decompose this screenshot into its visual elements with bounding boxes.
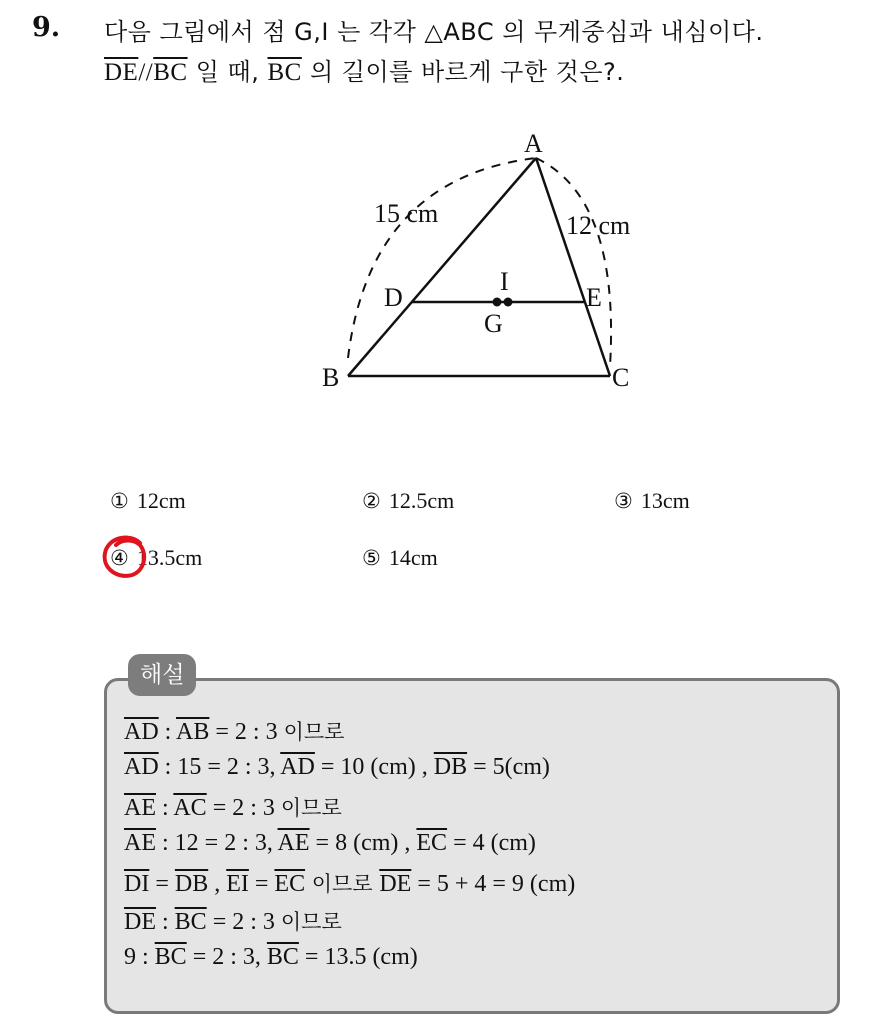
seg-bc: $\overline{BC}$ [174, 909, 207, 935]
text-3: = [248, 871, 275, 897]
seg-ae-2: $\overline{AE}$ [277, 830, 310, 856]
question-end-text: 의 길이를 바르게 구한 것은?. [301, 58, 625, 86]
seg-ec: $\overline{EC}$ [416, 830, 448, 856]
choice-2-number: ② [362, 489, 381, 513]
text-1: : 15 = 2 : 3, [158, 754, 281, 780]
solution-tag: 해설 [128, 654, 196, 696]
solution-line-3 [124, 792, 342, 822]
text-3: = 5(cm) [467, 754, 550, 780]
solution-line-4 [124, 830, 536, 857]
solution-line-2 [124, 754, 550, 781]
korean-text: 이므로 [280, 796, 342, 820]
choice-5-text: 14cm [388, 545, 438, 570]
label-e: E [586, 283, 602, 312]
arc-ab [348, 158, 536, 358]
text-3: = 13.5 (cm) [298, 944, 418, 970]
seg-ec: $\overline{EC}$ [274, 871, 306, 897]
text-1: 9 : [124, 944, 155, 970]
segment-bc: $\overline{BC}$ [153, 59, 188, 86]
seg-bc-2: $\overline{BC}$ [266, 944, 299, 970]
point-g [493, 298, 502, 307]
point-i [504, 298, 513, 307]
text-2: = 2 : 3, [186, 944, 267, 970]
label-i: I [500, 267, 509, 296]
seg-bc: $\overline{BC}$ [154, 944, 187, 970]
seg-ab: $\overline{AB}$ [176, 719, 210, 745]
text-2: = 10 (cm) , [314, 754, 434, 780]
solution-line-6 [124, 906, 342, 936]
seg-di: $\overline{DI}$ [124, 871, 150, 897]
segment-de: $\overline{DE}$ [104, 59, 139, 86]
colon: : [158, 719, 177, 745]
seg-db: $\overline{DB}$ [433, 754, 468, 780]
choice-3-number: ③ [614, 489, 633, 513]
korean-text: 이므로 [283, 720, 345, 744]
label-g: G [484, 309, 503, 338]
solution-line-1 [124, 716, 344, 746]
choice-4-number: ④ [110, 546, 129, 570]
length-ab: 15 cm [374, 199, 439, 228]
seg-de: $\overline{DE}$ [124, 909, 156, 935]
parallel-sign: // [138, 59, 154, 86]
label-a: A [524, 129, 543, 158]
red-circle-stroke [105, 538, 145, 576]
answer-circle-mark [100, 533, 152, 583]
choice-1[interactable] [110, 488, 186, 514]
ratio: = 2 : 3 [206, 909, 281, 935]
choice-1-text: 12cm [136, 488, 186, 513]
ratio: = 2 : 3 [209, 719, 284, 745]
seg-ad-2: $\overline{AD}$ [280, 754, 315, 780]
length-ac: 12 cm [566, 211, 631, 240]
segment-bc-2: $\overline{BC}$ [267, 59, 302, 86]
choice-1-number: ① [110, 489, 129, 513]
seg-ad: $\overline{AD}$ [124, 754, 159, 780]
korean-text: 이므로 [305, 872, 380, 896]
question-line-1: 다음 그림에서 점 G,I 는 각각 △ABC 의 무게중심과 내심이다. [104, 18, 764, 46]
choice-2[interactable] [362, 488, 454, 514]
colon: : [156, 795, 174, 821]
text-1: = [149, 871, 175, 897]
question-line-2 [104, 52, 624, 87]
choice-5[interactable] [362, 545, 438, 571]
choice-3-text: 13cm [640, 488, 690, 513]
seg-db: $\overline{DB}$ [174, 871, 209, 897]
choice-4-text: 13.5cm [136, 545, 203, 570]
seg-ae: $\overline{AE}$ [124, 795, 156, 821]
text-3: = 4 (cm) [447, 830, 536, 856]
label-c: C [612, 363, 630, 392]
colon: : [156, 909, 175, 935]
side-ac [536, 158, 610, 376]
choice-3[interactable] [614, 488, 690, 514]
question-number: 9. [32, 12, 61, 43]
choice-2-text: 12.5cm [388, 488, 455, 513]
label-d: D [384, 283, 403, 312]
seg-de: $\overline{DE}$ [379, 871, 412, 897]
choice-5-number: ⑤ [362, 546, 381, 570]
text-1: : 12 = 2 : 3, [156, 830, 278, 856]
korean-text: 이므로 [280, 910, 342, 934]
solution-line-7 [124, 944, 418, 971]
ratio: = 2 : 3 [206, 795, 281, 821]
solution-line-5 [124, 868, 575, 898]
triangle-figure [300, 118, 660, 408]
seg-ei: $\overline{EI}$ [226, 871, 249, 897]
question-mid-text: 일 때, [187, 58, 268, 86]
seg-ac: $\overline{AC}$ [173, 795, 207, 821]
text-2: = 8 (cm) , [309, 830, 417, 856]
seg-ad: $\overline{AD}$ [124, 719, 159, 745]
text-4: = 5 + 4 = 9 (cm) [411, 871, 576, 897]
text-2: , [208, 871, 227, 897]
label-b: B [322, 363, 340, 392]
seg-ae: $\overline{AE}$ [124, 830, 156, 856]
